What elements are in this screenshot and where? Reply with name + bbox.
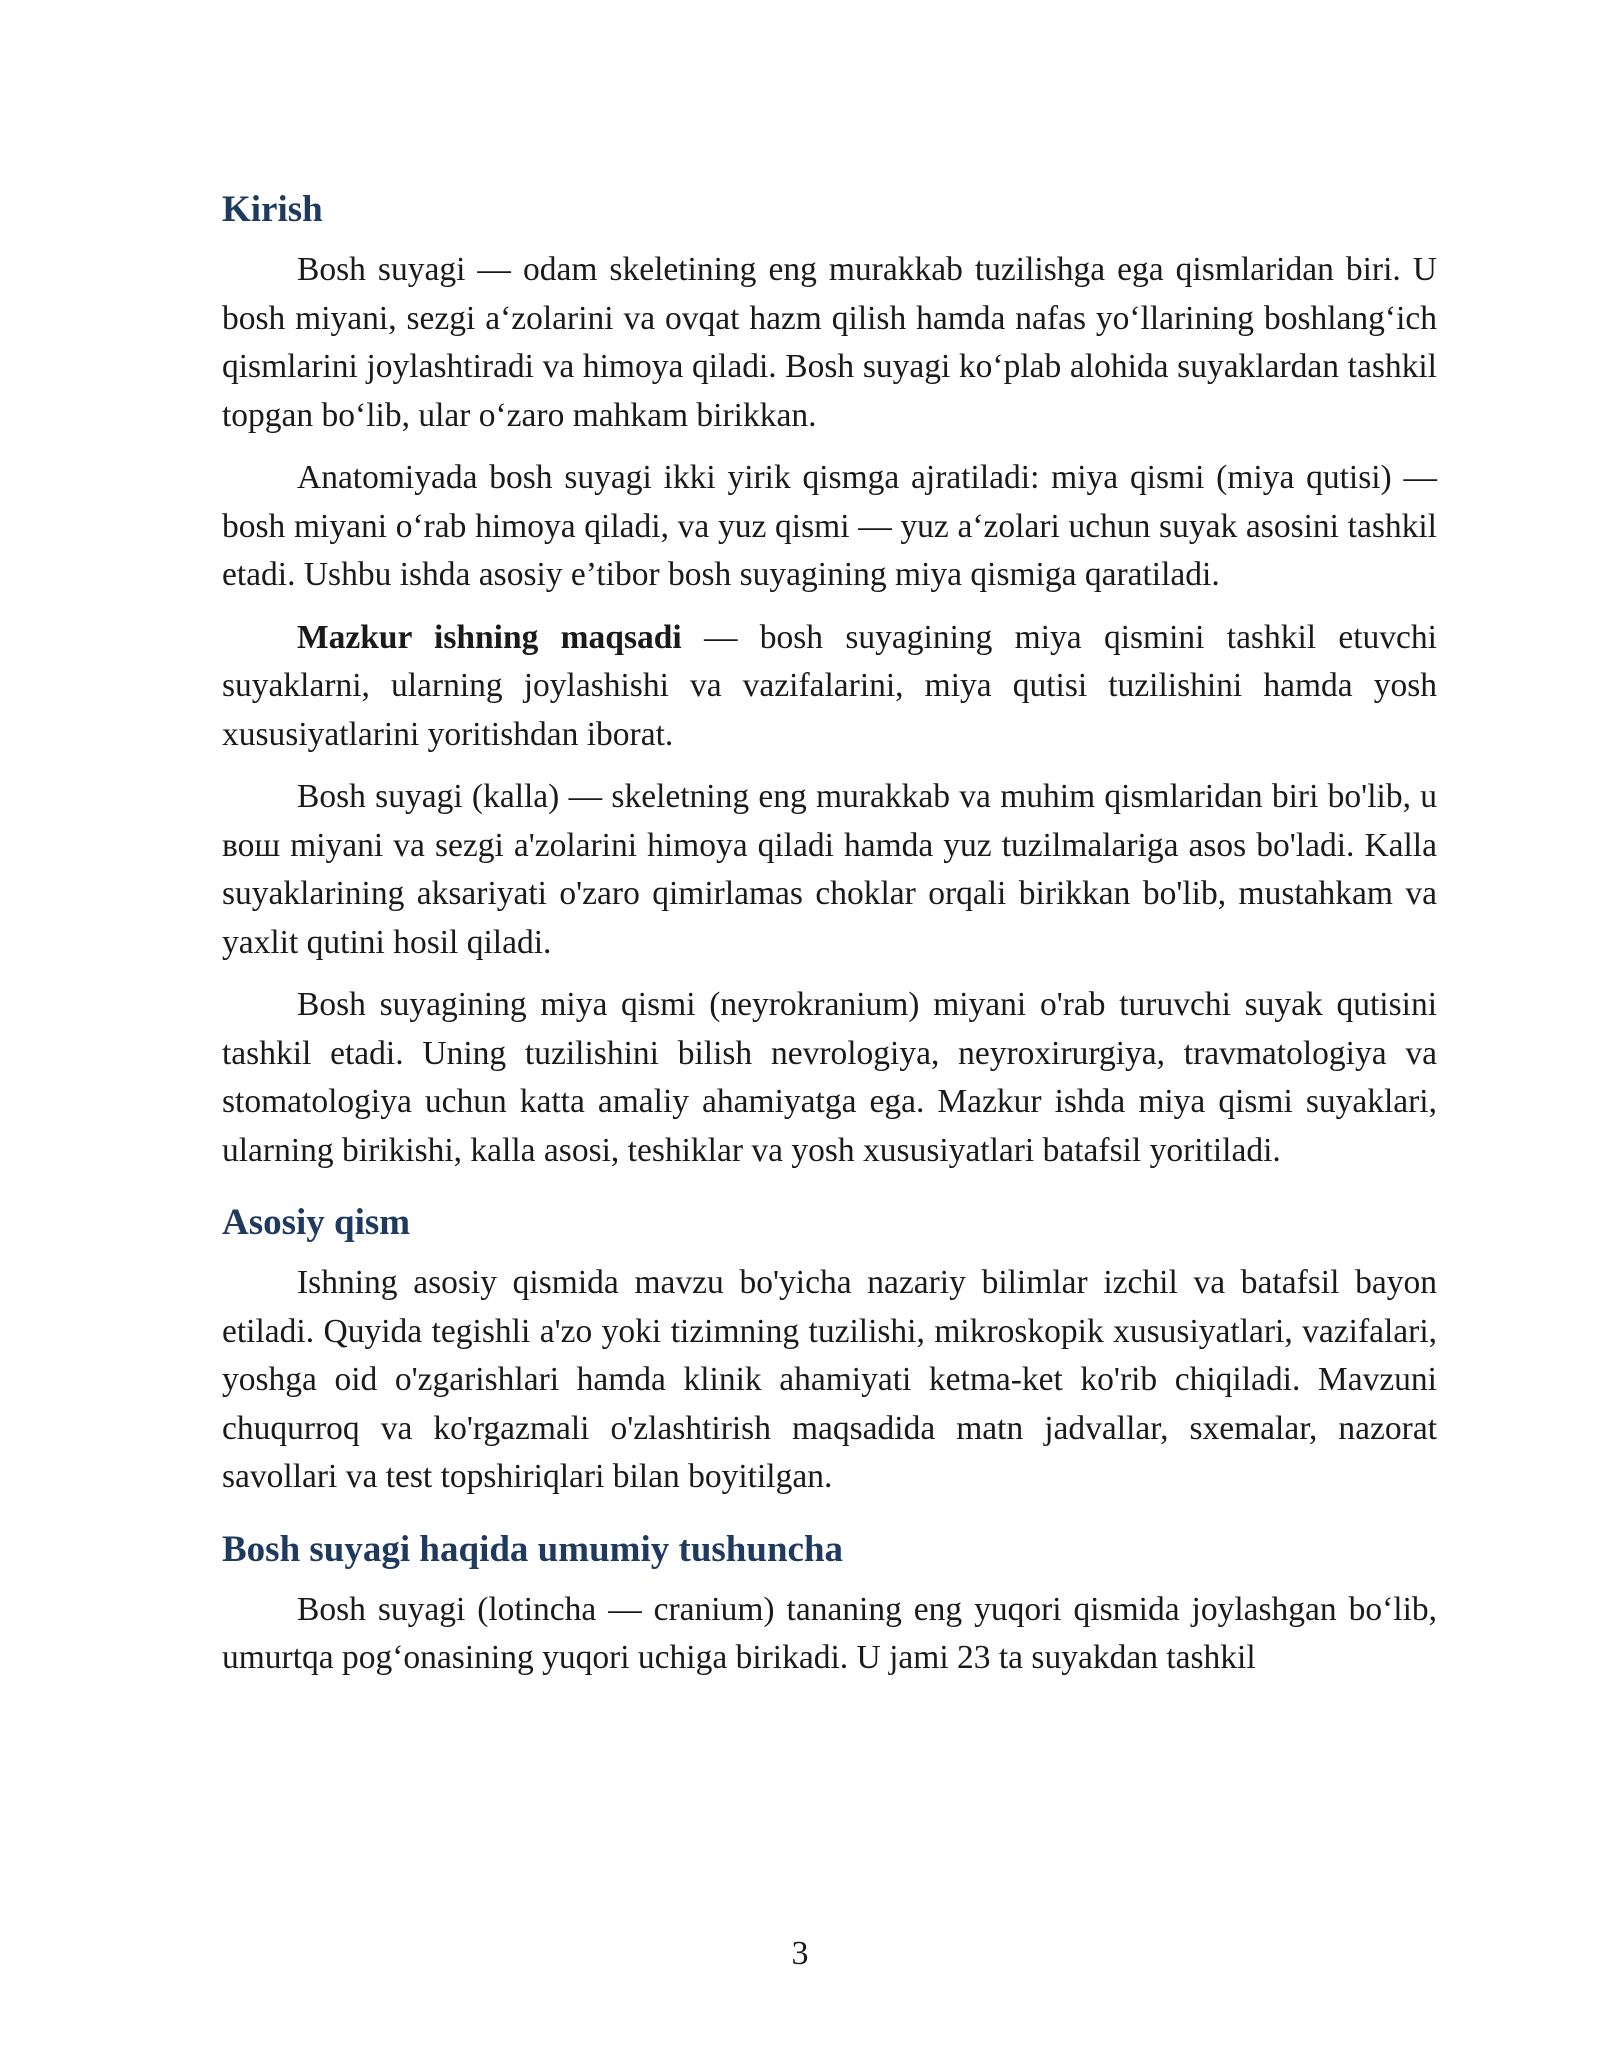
page-content [222, 184, 1437, 1697]
paragraph: Anatomiyada bosh suyagi ikki yirik qismga ajratiladi: miya qismi (miya qutisi) — bosh miyani o‘rab himoya qiladi, va yuz qismi — yuz a‘zolari uchun suyak asosini tashkil etadi. Ushbu ishda asosiy e’tibor bosh suyagining miya qismiga qaratiladi. [222, 459, 1437, 593]
paragraph: Bosh suyagi — odam skeletining eng murakkab tuzilishga ega qismlaridan biri. U bosh miyani, sezgi a‘zolarini va ovqat hazm qilish hamda nafas yo‘llarining boshlang‘ich qismlarini joylashtiradi va himoya qiladi. Bosh suyagi ko‘plab alohida suyaklardan tashkil topgan bo‘lib, ular o‘zaro mahkam birikkan. [222, 251, 1437, 434]
aim-label: Mazkur ishning maqsadi [297, 618, 682, 656]
page-number: 3 [791, 1935, 809, 1972]
paragraph: Bosh suyagi (lotincha — cranium) tananing eng yuqori qismida joylashgan bo‘lib, umurtqa pog‘onasining yuqori uchiga birikadi. U jami 23 ta suyakdan tashkil [222, 1590, 1437, 1676]
paragraph: Ishning asosiy qismida mavzu bo'yicha nazariy bilimlar izchil va batafsil bayon etiladi. Quyida tegishli a'zo yoki tizimning tuzilishi, mikroskopik xususiyatlari, vazifalari, yoshga oid o'zgarishlari hamda klinik ahamiyati ketma-ket ko'rib chiqiladi. Mavzuni chuqurroq va ko'rgazmali o'zlashtirish maqsadida matn jadvallar, sxemalar, nazorat savollari va test topshiriqlari bilan boyitilgan. [222, 1264, 1437, 1495]
section-heading-kirish: Kirish [222, 189, 323, 230]
aim-text: — bosh suyagining miya qismini tashkil etuvchi suyaklarni, ularning joylashishi va vazifalarini, miya qutisi tuzilishini hamda yosh xususiyatlarini yoritishdan iborat. [222, 618, 1437, 753]
section-heading-umumiy-tushuncha: Bosh suyagi haqida umumiy tushuncha [222, 1528, 844, 1570]
paragraph: Bosh suyagi (kalla) — skeletning eng murakkab va muhim qismlaridan biri bo'lib, u вош miyani va sezgi a'zolarini himoya qiladi hamda yuz tuzilmalariga asos bo'ladi. Kalla suyaklarining aksariyati o'zaro qimirlamas choklar orqali birikkan bo'lib, mustahkam va yaxlit qutini hosil qiladi. [222, 778, 1437, 961]
paragraph: Bosh suyagining miya qismi (neyrokranium) miyani o'rab turuvchi suyak qutisini tashkil etadi. Uning tuzilishini bilish nevrologiya, neyroxirurgiya, travmatologiya va stomatologiya uchun katta amaliy ahamiyatga ega. Mazkur ishda miya qismi suyaklari, ularning birikishi, kalla asosi, teshiklar va yosh xususiyatlari batafsil yoritiladi. [222, 986, 1437, 1169]
aim-paragraph [222, 614, 1437, 760]
section-heading-asosiy-qism: Asosiy qism [222, 1202, 411, 1243]
